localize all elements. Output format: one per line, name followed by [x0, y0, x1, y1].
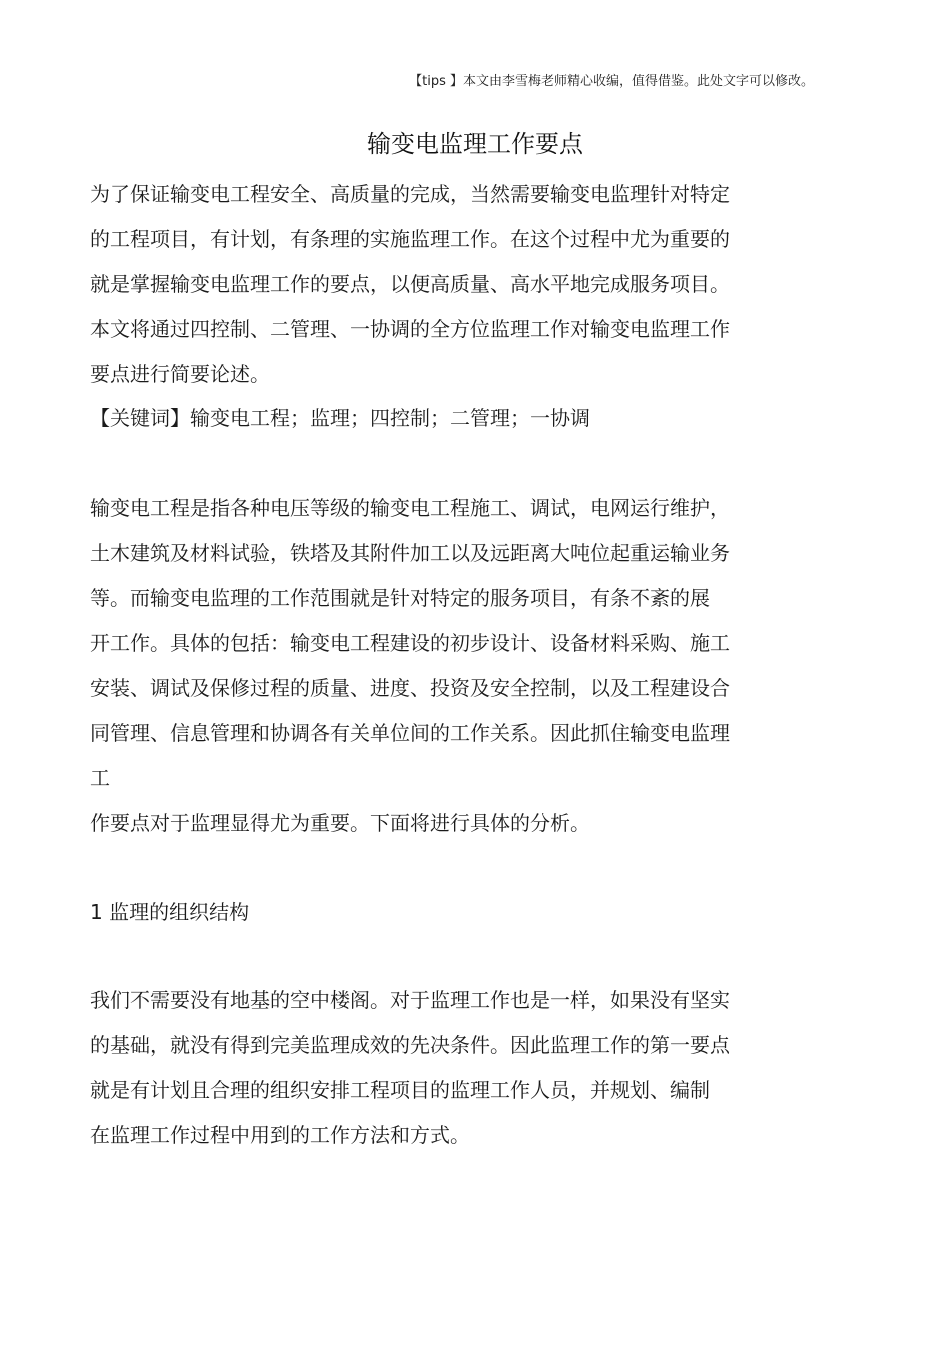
- abstract-line: 为了保证输变电工程安全、高质量的完成，当然需要输变电监理针对特定: [90, 182, 730, 206]
- abstract-line: 的工程项目，有计划，有条理的实施监理工作。在这个过程中尤为重要的: [90, 227, 730, 251]
- document-title: 输变电监理工作要点: [367, 130, 583, 158]
- intro-line: 同管理、信息管理和协调各有关单位间的工作关系。因此抓住输变电监理: [90, 721, 730, 745]
- intro-line: 工: [90, 766, 110, 790]
- intro-line: 开工作。具体的包括：输变电工程建设的初步设计、设备材料采购、施工: [90, 631, 730, 655]
- abstract-line: 就是掌握输变电监理工作的要点，以便高质量、高水平地完成服务项目。: [90, 272, 730, 296]
- tips-header: 【tips 】本文由李雪梅老师精心收编，值得借鉴。此处文字可以修改。: [409, 74, 814, 89]
- abstract-line: 本文将通过四控制、二管理、一协调的全方位监理工作对输变电监理工作: [90, 317, 730, 341]
- section-line: 的基础，就没有得到完美监理成效的先决条件。因此监理工作的第一要点: [90, 1033, 730, 1057]
- keywords-line: 【关键词】输变电工程；监理；四控制；二管理；一协调: [90, 406, 590, 430]
- section-heading: 1 监理的组织结构: [90, 900, 250, 924]
- intro-line: 安装、调试及保修过程的质量、进度、投资及安全控制，以及工程建设合: [90, 676, 730, 700]
- intro-line: 作要点对于监理显得尤为重要。下面将进行具体的分析。: [90, 811, 590, 835]
- section-line: 就是有计划且合理的组织安排工程项目的监理工作人员，并规划、编制: [90, 1078, 710, 1102]
- section-line: 我们不需要没有地基的空中楼阁。对于监理工作也是一样，如果没有坚实: [90, 988, 730, 1012]
- section-line: 在监理工作过程中用到的工作方法和方式。: [90, 1123, 470, 1147]
- intro-line: 土木建筑及材料试验，铁塔及其附件加工以及远距离大吨位起重运输业务: [90, 541, 730, 565]
- intro-line: 等。而输变电监理的工作范围就是针对特定的服务项目，有条不紊的展: [90, 586, 710, 610]
- intro-line: 输变电工程是指各种电压等级的输变电工程施工、调试，电网运行维护，: [90, 496, 730, 520]
- abstract-line: 要点进行简要论述。: [90, 362, 270, 386]
